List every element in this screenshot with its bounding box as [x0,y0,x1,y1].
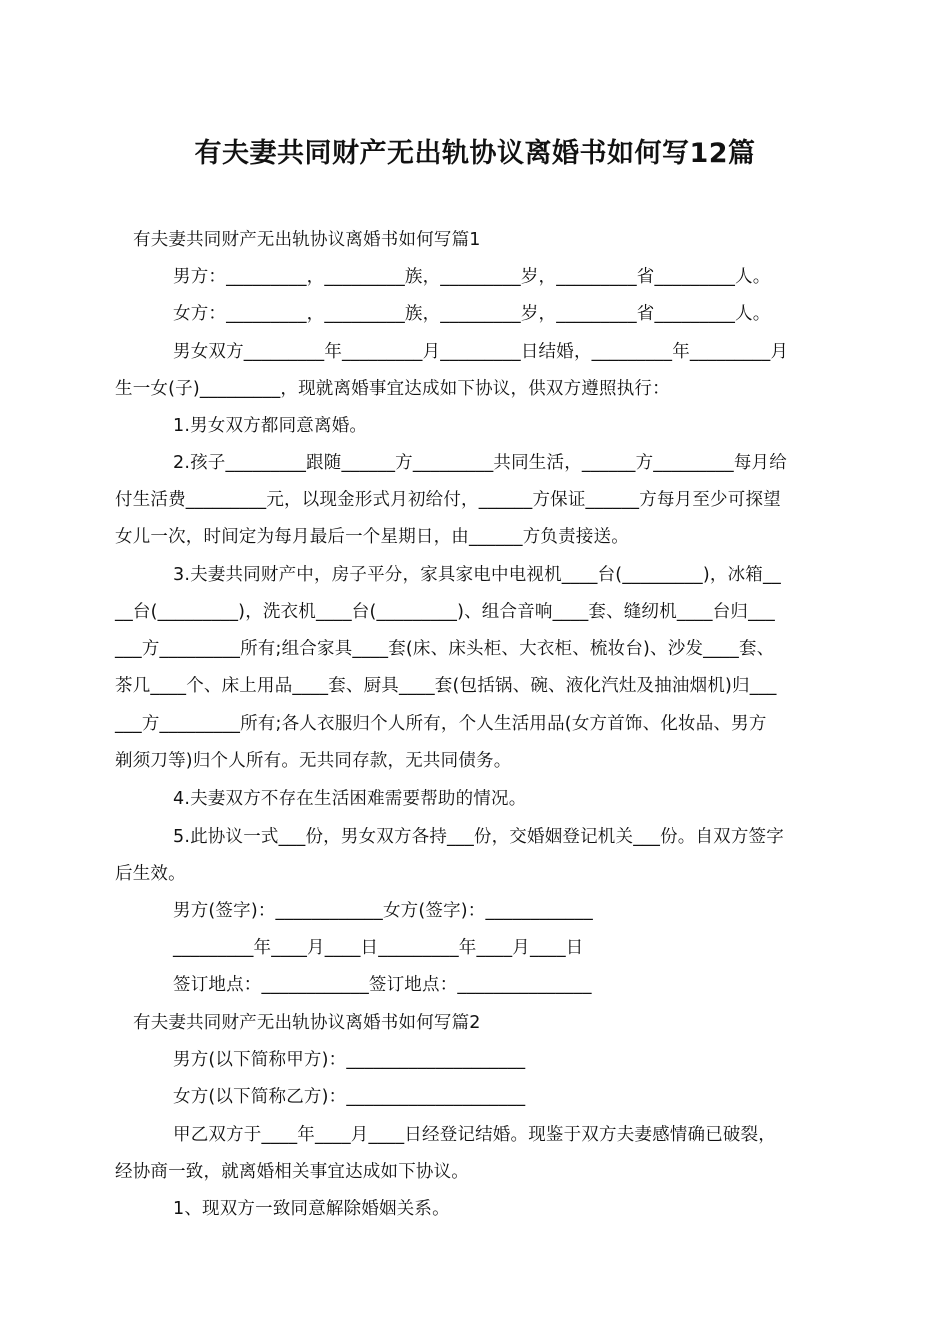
paragraph-line: 女儿一次，时间定为每月最后一个星期日，由______方负责接送。 [115,527,629,547]
section-heading-1: 有夫妻共同财产无出轨协议离婚书如何写篇1 [133,230,481,250]
paragraph-line: ___方_________所有;各人衣服归个人所有，个人生活用品(女方首饰、化妆品、男方 [115,714,767,734]
paragraph-line: 男女双方_________年_________月_________日结婚，_________年_________月 [173,342,789,362]
paragraph-line: 5.此协议一式___份，男女双方各持___份，交婚姻登记机关___份。自双方签字 [173,827,784,847]
paragraph-line: 生一女(子)_________，现就离婚事宜达成如下协议，供双方遵照执行： [115,379,670,399]
paragraph-line: 剃须刀等)归个人所有。无共同存款，无共同债务。 [115,751,512,771]
section-heading-2: 有夫妻共同财产无出轨协议离婚书如何写篇2 [133,1013,481,1033]
document-title: 有夫妻共同财产无出轨协议离婚书如何写12篇 [194,138,756,169]
paragraph-line: 1.男女双方都同意离婚。 [173,416,368,436]
paragraph-line: 甲乙双方于____年____月____日经登记结婚。现鉴于双方夫妻感情确已破裂， [173,1125,776,1145]
signature-line: 男方(签字)：____________女方(签字)：____________ [173,901,593,921]
paragraph-line: ___方_________所有;组合家具____套(床、床头柜、大衣柜、梳妆台)、沙发____套、 [115,639,775,659]
paragraph-line: 付生活费_________元，以现金形式月初给付，______方保证______方每月至少可探望 [115,490,781,510]
paragraph-line: 4.夫妻双方不存在生活困难需要帮助的情况。 [173,789,527,809]
date-line: _________年____月____日_________年____月____日 [173,938,584,958]
paragraph-line: 男方(以下简称甲方)：____________________ [173,1050,526,1070]
paragraph-line: 茶几____个、床上用品____套、厨具____套(包括锅、碗、液化汽灶及抽油烟机)归___ [115,676,777,696]
paragraph-line: 女方(以下简称乙方)：____________________ [173,1087,526,1107]
paragraph-line: 经协商一致，就离婚相关事宜达成如下协议。 [115,1162,469,1182]
paragraph-line: 男方：_________，_________族，_________岁，_________省_________人。 [173,267,771,287]
paragraph-line: 2.孩子_________跟随______方_________共同生活，______方_________每月给 [173,453,787,473]
location-line: 签订地点：____________签订地点：_______________ [173,975,592,995]
paragraph-line: 女方：_________，_________族，_________岁，_________省_________人。 [173,304,771,324]
paragraph-line: 1、现双方一致同意解除婚姻关系。 [173,1199,450,1219]
paragraph-line: 后生效。 [115,864,186,884]
paragraph-line: __台(_________)，洗衣机____台(_________)、组合音响____套、缝纫机____台归___ [115,602,775,622]
paragraph-line: 3.夫妻共同财产中，房子平分，家具家电中电视机____台(_________)，冰箱__ [173,565,781,585]
